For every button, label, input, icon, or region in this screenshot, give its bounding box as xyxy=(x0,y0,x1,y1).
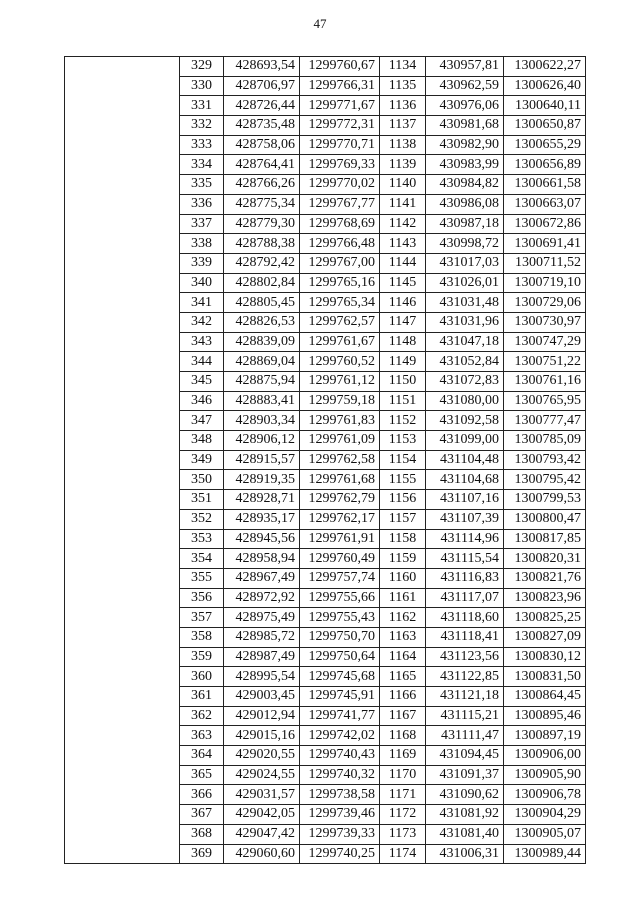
point-number-left: 363 xyxy=(180,726,224,746)
point-number-left: 361 xyxy=(180,687,224,707)
x-coordinate-left: 428735,48 xyxy=(224,116,300,136)
y-coordinate-right: 1300663,07 xyxy=(504,194,586,214)
y-coordinate-right: 1300906,78 xyxy=(504,785,586,805)
x-coordinate-left: 428915,57 xyxy=(224,450,300,470)
y-coordinate-right: 1300761,16 xyxy=(504,372,586,392)
x-coordinate-right: 431031,48 xyxy=(426,293,504,313)
y-coordinate-right: 1300656,89 xyxy=(504,155,586,175)
coordinates-table-body xyxy=(65,57,586,864)
y-coordinate-left: 1299762,58 xyxy=(300,450,380,470)
x-coordinate-left: 428883,41 xyxy=(224,391,300,411)
y-coordinate-left: 1299766,31 xyxy=(300,76,380,96)
y-coordinate-left: 1299761,68 xyxy=(300,470,380,490)
y-coordinate-right: 1300691,41 xyxy=(504,234,586,254)
y-coordinate-right: 1300729,06 xyxy=(504,293,586,313)
point-number-left: 366 xyxy=(180,785,224,805)
point-number-left: 330 xyxy=(180,76,224,96)
x-coordinate-left: 428875,94 xyxy=(224,372,300,392)
x-coordinate-right: 430986,08 xyxy=(426,194,504,214)
empty-left-column-cell xyxy=(65,57,180,864)
y-coordinate-right: 1300622,27 xyxy=(504,57,586,77)
x-coordinate-right: 431017,03 xyxy=(426,253,504,273)
x-coordinate-left: 428919,35 xyxy=(224,470,300,490)
point-number-right: 1138 xyxy=(380,135,426,155)
x-coordinate-right: 431121,18 xyxy=(426,687,504,707)
y-coordinate-right: 1300672,86 xyxy=(504,214,586,234)
x-coordinate-left: 429024,55 xyxy=(224,765,300,785)
point-number-right: 1141 xyxy=(380,194,426,214)
y-coordinate-right: 1300817,85 xyxy=(504,529,586,549)
point-number-right: 1139 xyxy=(380,155,426,175)
y-coordinate-left: 1299770,71 xyxy=(300,135,380,155)
y-coordinate-left: 1299750,64 xyxy=(300,647,380,667)
y-coordinate-left: 1299740,25 xyxy=(300,844,380,864)
point-number-right: 1164 xyxy=(380,647,426,667)
x-coordinate-right: 430983,99 xyxy=(426,155,504,175)
y-coordinate-right: 1300905,07 xyxy=(504,824,586,844)
y-coordinate-left: 1299761,91 xyxy=(300,529,380,549)
x-coordinate-right: 431047,18 xyxy=(426,332,504,352)
x-coordinate-right: 430962,59 xyxy=(426,76,504,96)
point-number-left: 347 xyxy=(180,411,224,431)
y-coordinate-right: 1300650,87 xyxy=(504,116,586,136)
x-coordinate-left: 428805,45 xyxy=(224,293,300,313)
y-coordinate-left: 1299762,57 xyxy=(300,312,380,332)
y-coordinate-right: 1300905,90 xyxy=(504,765,586,785)
y-coordinate-left: 1299767,77 xyxy=(300,194,380,214)
y-coordinate-right: 1300820,31 xyxy=(504,549,586,569)
point-number-left: 351 xyxy=(180,490,224,510)
point-number-left: 336 xyxy=(180,194,224,214)
point-number-right: 1148 xyxy=(380,332,426,352)
point-number-right: 1135 xyxy=(380,76,426,96)
y-coordinate-right: 1300765,95 xyxy=(504,391,586,411)
x-coordinate-right: 430984,82 xyxy=(426,175,504,195)
point-number-left: 331 xyxy=(180,96,224,116)
y-coordinate-right: 1300864,45 xyxy=(504,687,586,707)
y-coordinate-right: 1300906,00 xyxy=(504,746,586,766)
x-coordinate-right: 431111,47 xyxy=(426,726,504,746)
x-coordinate-left: 428766,26 xyxy=(224,175,300,195)
x-coordinate-left: 429020,55 xyxy=(224,746,300,766)
point-number-right: 1156 xyxy=(380,490,426,510)
x-coordinate-right: 431031,96 xyxy=(426,312,504,332)
x-coordinate-right: 431092,58 xyxy=(426,411,504,431)
point-number-right: 1168 xyxy=(380,726,426,746)
x-coordinate-right: 431094,45 xyxy=(426,746,504,766)
y-coordinate-right: 1300895,46 xyxy=(504,706,586,726)
x-coordinate-left: 429003,45 xyxy=(224,687,300,707)
page-number: 47 xyxy=(313,16,327,31)
point-number-right: 1161 xyxy=(380,588,426,608)
point-number-left: 365 xyxy=(180,765,224,785)
point-number-right: 1174 xyxy=(380,844,426,864)
y-coordinate-right: 1300821,76 xyxy=(504,568,586,588)
x-coordinate-left: 428869,04 xyxy=(224,352,300,372)
point-number-left: 362 xyxy=(180,706,224,726)
y-coordinate-left: 1299760,49 xyxy=(300,549,380,569)
x-coordinate-left: 428693,54 xyxy=(224,57,300,77)
y-coordinate-left: 1299745,91 xyxy=(300,687,380,707)
point-number-left: 358 xyxy=(180,627,224,647)
y-coordinate-right: 1300661,58 xyxy=(504,175,586,195)
x-coordinate-left: 428758,06 xyxy=(224,135,300,155)
y-coordinate-left: 1299761,67 xyxy=(300,332,380,352)
point-number-left: 342 xyxy=(180,312,224,332)
point-number-right: 1134 xyxy=(380,57,426,77)
y-coordinate-right: 1300711,52 xyxy=(504,253,586,273)
point-number-left: 338 xyxy=(180,234,224,254)
y-coordinate-right: 1300730,97 xyxy=(504,312,586,332)
y-coordinate-right: 1300989,44 xyxy=(504,844,586,864)
point-number-right: 1151 xyxy=(380,391,426,411)
x-coordinate-right: 431122,85 xyxy=(426,667,504,687)
point-number-right: 1143 xyxy=(380,234,426,254)
x-coordinate-right: 431107,39 xyxy=(426,509,504,529)
y-coordinate-left: 1299772,31 xyxy=(300,116,380,136)
y-coordinate-right: 1300830,12 xyxy=(504,647,586,667)
x-coordinate-right: 430981,68 xyxy=(426,116,504,136)
point-number-left: 333 xyxy=(180,135,224,155)
point-number-right: 1159 xyxy=(380,549,426,569)
point-number-left: 367 xyxy=(180,805,224,825)
x-coordinate-left: 428945,56 xyxy=(224,529,300,549)
x-coordinate-left: 429031,57 xyxy=(224,785,300,805)
y-coordinate-left: 1299755,43 xyxy=(300,608,380,628)
y-coordinate-left: 1299739,46 xyxy=(300,805,380,825)
y-coordinate-left: 1299755,66 xyxy=(300,588,380,608)
x-coordinate-left: 428792,42 xyxy=(224,253,300,273)
x-coordinate-right: 431080,00 xyxy=(426,391,504,411)
x-coordinate-right: 430976,06 xyxy=(426,96,504,116)
point-number-right: 1137 xyxy=(380,116,426,136)
y-coordinate-left: 1299759,18 xyxy=(300,391,380,411)
point-number-left: 350 xyxy=(180,470,224,490)
y-coordinate-right: 1300751,22 xyxy=(504,352,586,372)
y-coordinate-left: 1299762,79 xyxy=(300,490,380,510)
x-coordinate-right: 431081,92 xyxy=(426,805,504,825)
y-coordinate-left: 1299770,02 xyxy=(300,175,380,195)
point-number-left: 345 xyxy=(180,372,224,392)
x-coordinate-left: 428839,09 xyxy=(224,332,300,352)
y-coordinate-right: 1300655,29 xyxy=(504,135,586,155)
y-coordinate-left: 1299766,48 xyxy=(300,234,380,254)
x-coordinate-right: 431123,56 xyxy=(426,647,504,667)
x-coordinate-left: 428726,44 xyxy=(224,96,300,116)
y-coordinate-right: 1300793,42 xyxy=(504,450,586,470)
y-coordinate-left: 1299762,17 xyxy=(300,509,380,529)
y-coordinate-left: 1299760,52 xyxy=(300,352,380,372)
point-number-right: 1155 xyxy=(380,470,426,490)
point-number-left: 364 xyxy=(180,746,224,766)
y-coordinate-right: 1300831,50 xyxy=(504,667,586,687)
y-coordinate-right: 1300640,11 xyxy=(504,96,586,116)
x-coordinate-right: 431026,01 xyxy=(426,273,504,293)
point-number-left: 339 xyxy=(180,253,224,273)
point-number-left: 341 xyxy=(180,293,224,313)
x-coordinate-right: 431107,16 xyxy=(426,490,504,510)
y-coordinate-left: 1299761,09 xyxy=(300,431,380,451)
x-coordinate-left: 429015,16 xyxy=(224,726,300,746)
point-number-right: 1153 xyxy=(380,431,426,451)
x-coordinate-left: 429012,94 xyxy=(224,706,300,726)
x-coordinate-left: 428788,38 xyxy=(224,234,300,254)
point-number-left: 368 xyxy=(180,824,224,844)
point-number-left: 359 xyxy=(180,647,224,667)
y-coordinate-right: 1300897,19 xyxy=(504,726,586,746)
x-coordinate-left: 428775,34 xyxy=(224,194,300,214)
x-coordinate-right: 431090,62 xyxy=(426,785,504,805)
point-number-right: 1152 xyxy=(380,411,426,431)
y-coordinate-left: 1299767,00 xyxy=(300,253,380,273)
point-number-left: 357 xyxy=(180,608,224,628)
point-number-right: 1172 xyxy=(380,805,426,825)
x-coordinate-left: 428706,97 xyxy=(224,76,300,96)
y-coordinate-left: 1299761,12 xyxy=(300,372,380,392)
y-coordinate-left: 1299740,43 xyxy=(300,746,380,766)
x-coordinate-left: 428779,30 xyxy=(224,214,300,234)
point-number-left: 355 xyxy=(180,568,224,588)
x-coordinate-right: 431072,83 xyxy=(426,372,504,392)
point-number-right: 1136 xyxy=(380,96,426,116)
x-coordinate-right: 431052,84 xyxy=(426,352,504,372)
x-coordinate-left: 428906,12 xyxy=(224,431,300,451)
x-coordinate-right: 430982,90 xyxy=(426,135,504,155)
y-coordinate-right: 1300777,47 xyxy=(504,411,586,431)
y-coordinate-right: 1300719,10 xyxy=(504,273,586,293)
point-number-right: 1167 xyxy=(380,706,426,726)
point-number-right: 1171 xyxy=(380,785,426,805)
x-coordinate-right: 431115,54 xyxy=(426,549,504,569)
y-coordinate-right: 1300626,40 xyxy=(504,76,586,96)
point-number-right: 1166 xyxy=(380,687,426,707)
point-number-right: 1163 xyxy=(380,627,426,647)
point-number-right: 1160 xyxy=(380,568,426,588)
x-coordinate-left: 428967,49 xyxy=(224,568,300,588)
y-coordinate-left: 1299738,58 xyxy=(300,785,380,805)
y-coordinate-left: 1299760,67 xyxy=(300,57,380,77)
point-number-right: 1170 xyxy=(380,765,426,785)
x-coordinate-right: 430998,72 xyxy=(426,234,504,254)
point-number-right: 1154 xyxy=(380,450,426,470)
y-coordinate-left: 1299771,67 xyxy=(300,96,380,116)
x-coordinate-right: 431118,41 xyxy=(426,627,504,647)
table-row xyxy=(65,57,586,77)
x-coordinate-right: 431091,37 xyxy=(426,765,504,785)
x-coordinate-right: 431104,68 xyxy=(426,470,504,490)
point-number-left: 356 xyxy=(180,588,224,608)
point-number-left: 343 xyxy=(180,332,224,352)
coordinates-table xyxy=(64,56,586,864)
point-number-left: 349 xyxy=(180,450,224,470)
point-number-left: 335 xyxy=(180,175,224,195)
point-number-right: 1169 xyxy=(380,746,426,766)
point-number-right: 1144 xyxy=(380,253,426,273)
point-number-right: 1158 xyxy=(380,529,426,549)
x-coordinate-right: 431114,96 xyxy=(426,529,504,549)
x-coordinate-left: 428985,72 xyxy=(224,627,300,647)
x-coordinate-left: 428764,41 xyxy=(224,155,300,175)
x-coordinate-left: 428802,84 xyxy=(224,273,300,293)
point-number-right: 1146 xyxy=(380,293,426,313)
y-coordinate-right: 1300747,29 xyxy=(504,332,586,352)
point-number-left: 332 xyxy=(180,116,224,136)
x-coordinate-right: 431116,83 xyxy=(426,568,504,588)
x-coordinate-left: 429047,42 xyxy=(224,824,300,844)
point-number-left: 352 xyxy=(180,509,224,529)
x-coordinate-right: 431115,21 xyxy=(426,706,504,726)
y-coordinate-left: 1299739,33 xyxy=(300,824,380,844)
point-number-left: 348 xyxy=(180,431,224,451)
point-number-right: 1165 xyxy=(380,667,426,687)
y-coordinate-right: 1300827,09 xyxy=(504,627,586,647)
y-coordinate-left: 1299757,74 xyxy=(300,568,380,588)
x-coordinate-left: 428958,94 xyxy=(224,549,300,569)
y-coordinate-left: 1299741,77 xyxy=(300,706,380,726)
y-coordinate-left: 1299768,69 xyxy=(300,214,380,234)
x-coordinate-right: 431117,07 xyxy=(426,588,504,608)
point-number-left: 369 xyxy=(180,844,224,864)
x-coordinate-right: 431006,31 xyxy=(426,844,504,864)
y-coordinate-right: 1300799,53 xyxy=(504,490,586,510)
point-number-left: 340 xyxy=(180,273,224,293)
point-number-right: 1149 xyxy=(380,352,426,372)
y-coordinate-left: 1299765,16 xyxy=(300,273,380,293)
point-number-right: 1162 xyxy=(380,608,426,628)
point-number-left: 344 xyxy=(180,352,224,372)
x-coordinate-left: 428972,92 xyxy=(224,588,300,608)
x-coordinate-right: 430957,81 xyxy=(426,57,504,77)
y-coordinate-left: 1299761,83 xyxy=(300,411,380,431)
y-coordinate-right: 1300800,47 xyxy=(504,509,586,529)
y-coordinate-right: 1300785,09 xyxy=(504,431,586,451)
point-number-left: 354 xyxy=(180,549,224,569)
point-number-right: 1157 xyxy=(380,509,426,529)
point-number-right: 1145 xyxy=(380,273,426,293)
point-number-right: 1173 xyxy=(380,824,426,844)
point-number-left: 360 xyxy=(180,667,224,687)
y-coordinate-left: 1299742,02 xyxy=(300,726,380,746)
point-number-right: 1142 xyxy=(380,214,426,234)
y-coordinate-right: 1300825,25 xyxy=(504,608,586,628)
x-coordinate-left: 428826,53 xyxy=(224,312,300,332)
x-coordinate-left: 428995,54 xyxy=(224,667,300,687)
point-number-right: 1150 xyxy=(380,372,426,392)
y-coordinate-left: 1299765,34 xyxy=(300,293,380,313)
x-coordinate-right: 431104,48 xyxy=(426,450,504,470)
y-coordinate-left: 1299769,33 xyxy=(300,155,380,175)
x-coordinate-right: 431118,60 xyxy=(426,608,504,628)
y-coordinate-left: 1299750,70 xyxy=(300,627,380,647)
x-coordinate-left: 428935,17 xyxy=(224,509,300,529)
y-coordinate-left: 1299745,68 xyxy=(300,667,380,687)
point-number-left: 353 xyxy=(180,529,224,549)
point-number-left: 337 xyxy=(180,214,224,234)
x-coordinate-left: 428987,49 xyxy=(224,647,300,667)
x-coordinate-right: 431081,40 xyxy=(426,824,504,844)
y-coordinate-left: 1299740,32 xyxy=(300,765,380,785)
x-coordinate-left: 429042,05 xyxy=(224,805,300,825)
y-coordinate-right: 1300823,96 xyxy=(504,588,586,608)
point-number-left: 334 xyxy=(180,155,224,175)
y-coordinate-right: 1300795,42 xyxy=(504,470,586,490)
y-coordinate-right: 1300904,29 xyxy=(504,805,586,825)
point-number-right: 1140 xyxy=(380,175,426,195)
x-coordinate-left: 429060,60 xyxy=(224,844,300,864)
point-number-left: 329 xyxy=(180,57,224,77)
x-coordinate-right: 431099,00 xyxy=(426,431,504,451)
x-coordinate-right: 430987,18 xyxy=(426,214,504,234)
point-number-right: 1147 xyxy=(380,312,426,332)
x-coordinate-left: 428903,34 xyxy=(224,411,300,431)
x-coordinate-left: 428928,71 xyxy=(224,490,300,510)
x-coordinate-left: 428975,49 xyxy=(224,608,300,628)
point-number-left: 346 xyxy=(180,391,224,411)
